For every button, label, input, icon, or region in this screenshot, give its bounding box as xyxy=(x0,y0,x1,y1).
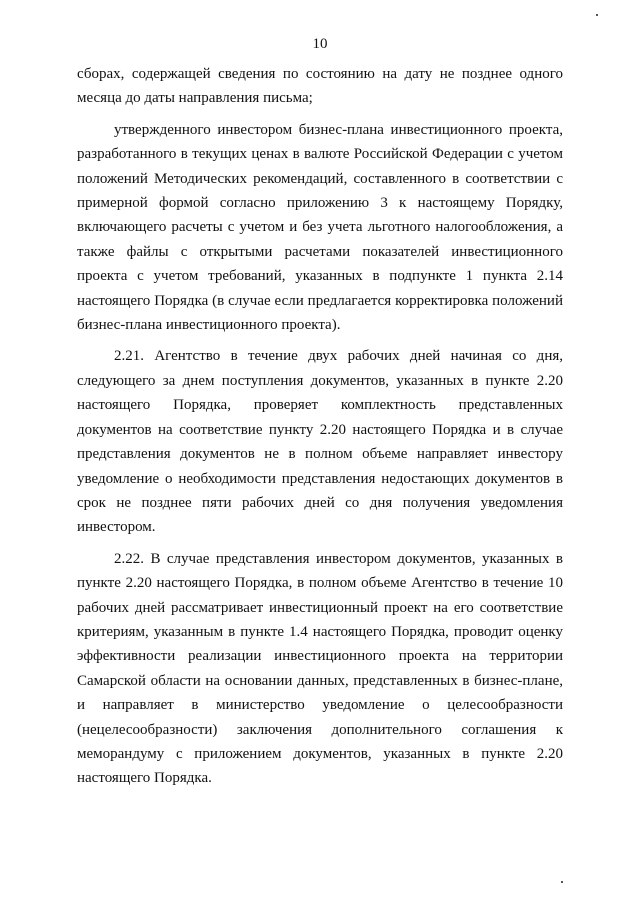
paragraph-2-21: 2.21. Агентство в течение двух рабочих дней начиная со дня, следующего за днем поступления документов, указанных в пункте 2.20 настоящего Порядка, проверяет комплектность представленных документов на соответствие пункту 2.20 настоящего Порядка и в случае представления документов не в полном объеме направляет инвестору уведомление о необходимости представления недостающих документов в срок не позднее пяти рабочих дней со дня получения уведомления инвестором. xyxy=(77,348,563,536)
page-number: 10 xyxy=(312,36,328,52)
scan-speck-bottom xyxy=(561,881,563,883)
document-body xyxy=(77,62,563,798)
paragraph-2-22: 2.22. В случае представления инвестором документов, указанных в пункте 2.20 настоящего Порядка, в полном объеме Агентство в течение 10 рабочих дней рассматривает инвестиционный проект на его соответствие критериям, указанным в пункте 1.4 настоящего Порядка, проводит оценку эффективности реализации инвестиционного проекта на территории Самарской области на основании данных, представленных в бизнес-плане, и направляет в министерство уведомление о целесообразности (нецелесообразности) заключения дополнительного соглашения к меморандуму с приложением документов, указанных в пункте 2.20 настоящего Порядка. xyxy=(77,550,563,787)
scan-speck-top xyxy=(596,14,598,16)
paragraph-business-plan: утвержденного инвестором бизнес-плана инвестиционного проекта, разработанного в текущих ценах в валюте Российской Федерации с учетом положений Методических рекомендаций, составленного в соответствии с примерной формой согласно приложению 3 к настоящему Порядку, включающего расчеты с учетом и без учета льготного налогообложения, а также файлы с открытыми расчетами показателей инвестиционного проекта с учетом требований, указанных в подпункте 1 пункта 2.14 настоящего Порядка (в случае если предлагается корректировка положений бизнес-плана инвестиционного проекта). xyxy=(77,121,563,334)
paragraph-continuation: сборах, содержащей сведения по состоянию на дату не позднее одного месяца до даты направления письма; xyxy=(77,66,563,107)
